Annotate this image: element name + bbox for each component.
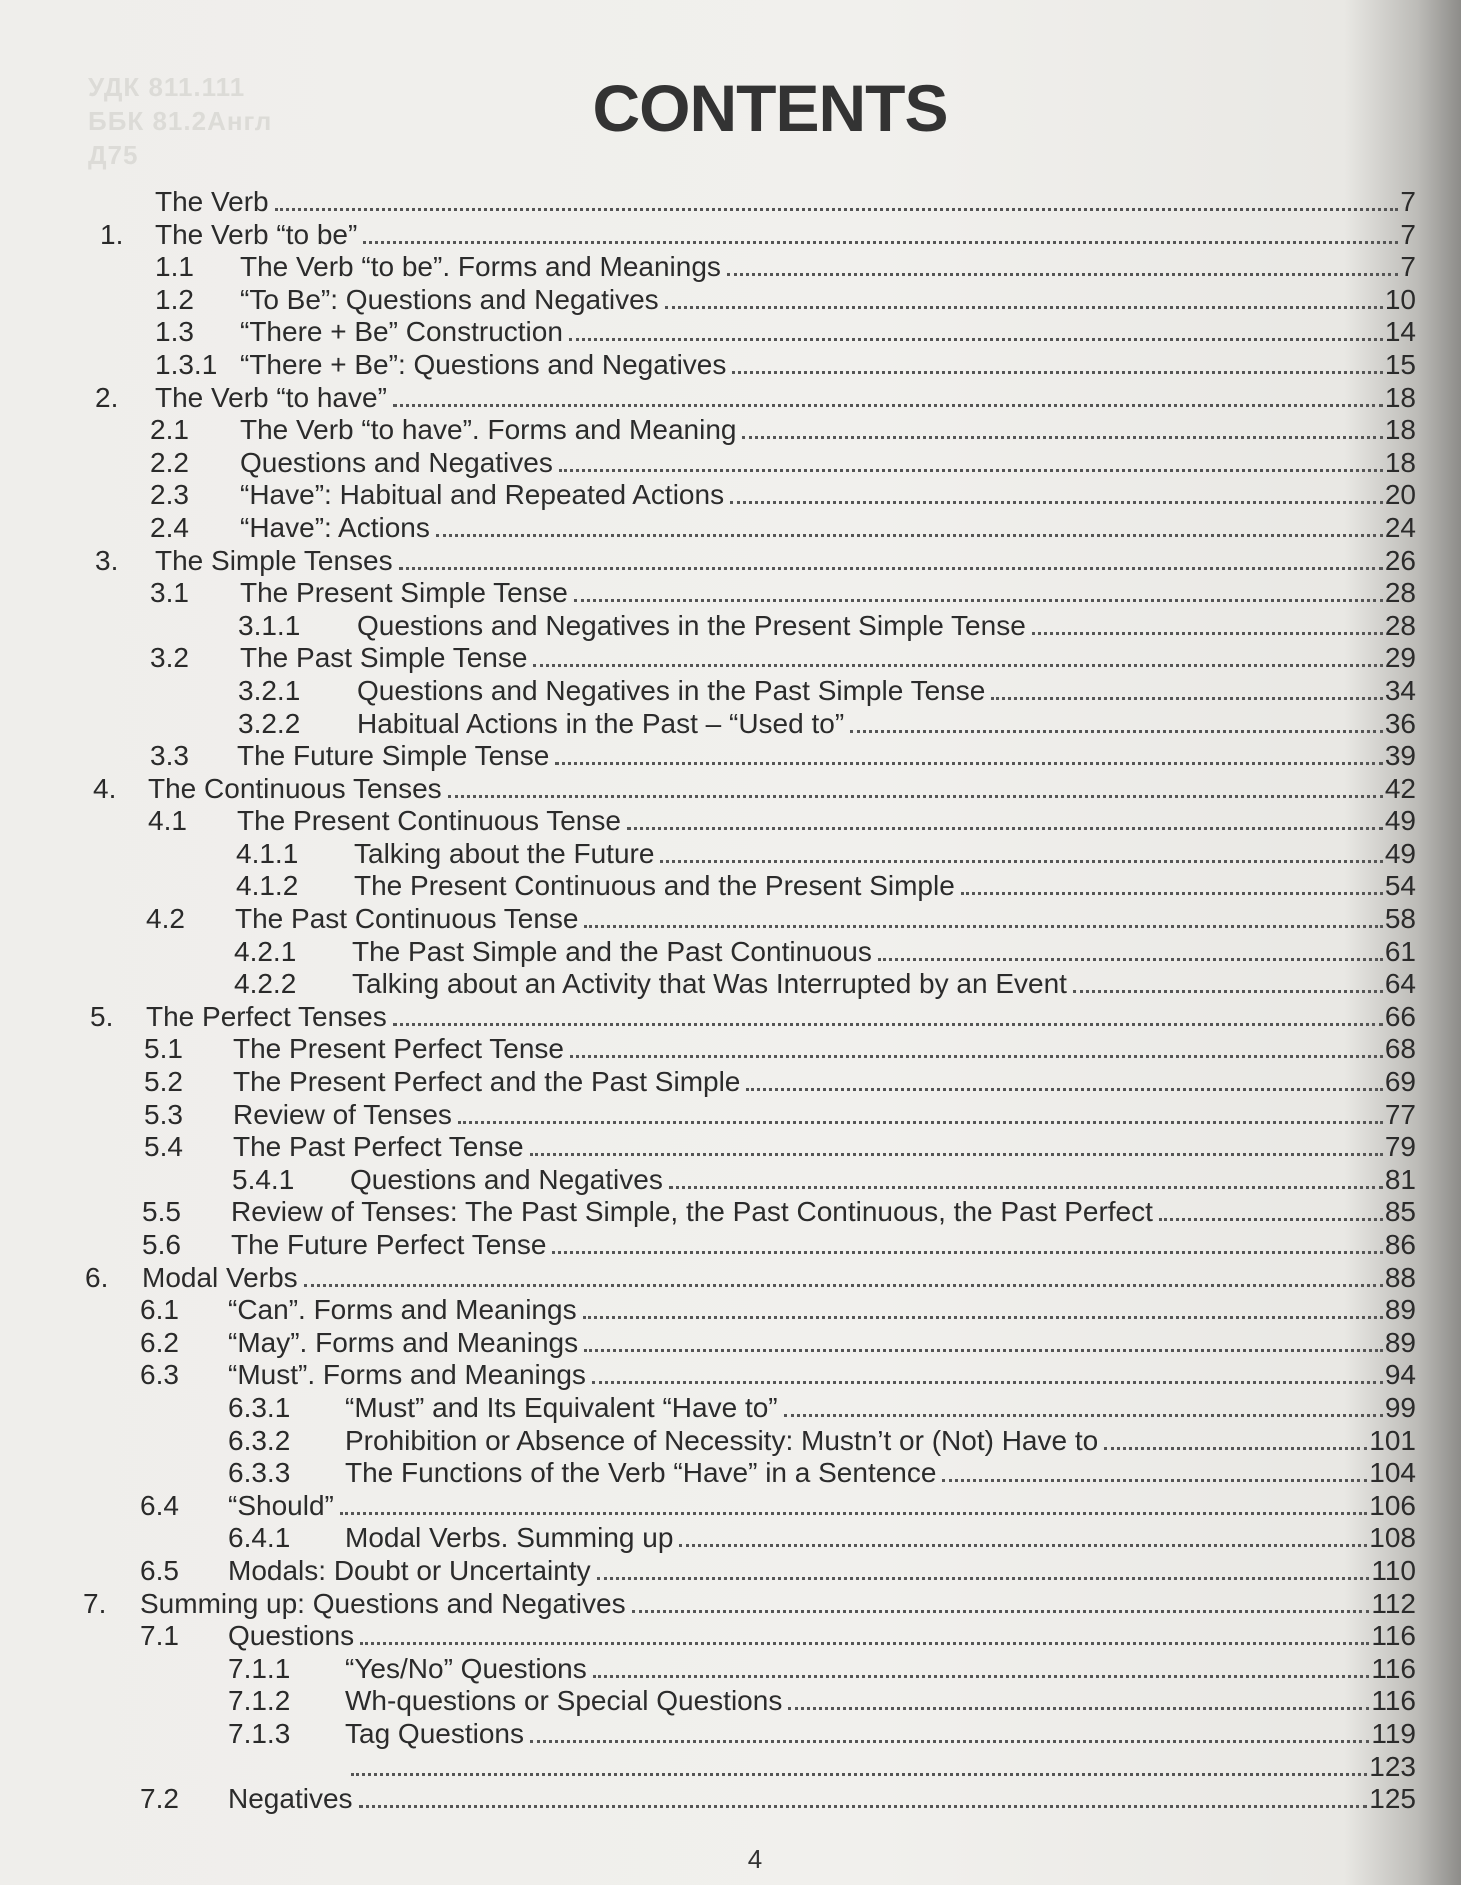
toc-entry-title: Talking about the Future — [354, 837, 655, 869]
toc-entry-page: 49 — [1384, 805, 1416, 837]
toc-entry-title: Talking about an Activity that Was Interrupted by an Event — [352, 968, 1067, 1000]
toc-entry-title: Modal Verbs — [142, 1261, 298, 1293]
dot-leader — [1159, 1218, 1383, 1221]
toc-entry — [0, 1229, 1461, 1262]
dot-leader — [304, 1284, 1383, 1287]
toc-entry — [0, 577, 1461, 610]
toc-entry-number: 5.5 — [142, 1196, 181, 1228]
toc-entry-title: Questions and Negatives in the Present Simple Tense — [357, 609, 1026, 641]
toc-entry-title: The Present Perfect and the Past Simple — [233, 1066, 741, 1098]
dot-leader — [533, 664, 1382, 667]
toc-entry — [0, 1001, 1461, 1034]
toc-entry — [0, 251, 1461, 284]
toc-entry-title: Questions and Negatives — [240, 446, 553, 478]
toc-entry-title: The Present Perfect Tense — [233, 1033, 564, 1065]
dot-leader — [742, 436, 1382, 439]
toc-entry-title: Questions and Negatives — [350, 1163, 663, 1195]
toc-entry-page: 116 — [1371, 1620, 1416, 1652]
toc-entry-page: 110 — [1371, 1554, 1416, 1586]
toc-entry-page: 18 — [1384, 446, 1416, 478]
toc-entry-page: 18 — [1384, 381, 1416, 413]
toc-entry-number: 6.1 — [140, 1294, 179, 1326]
toc-entry — [0, 1685, 1461, 1718]
toc-entry — [0, 316, 1461, 349]
toc-entry — [0, 642, 1461, 675]
toc-entry-number: 4.2.2 — [234, 968, 297, 1000]
toc-entry-title: The Past Perfect Tense — [233, 1131, 524, 1163]
toc-entry-title: Habitual Actions in the Past – “Used to” — [357, 707, 845, 739]
toc-entry-title: “There + Be”: Questions and Negatives — [240, 348, 727, 380]
dot-leader — [730, 501, 1383, 504]
dot-leader — [569, 338, 1383, 341]
toc-entry-number: 3.2.2 — [238, 707, 301, 739]
toc-entry — [0, 414, 1461, 447]
toc-entry-page: 86 — [1384, 1229, 1416, 1260]
dot-leader — [592, 1381, 1383, 1384]
toc-entry-title: “Must”. Forms and Meanings — [228, 1359, 586, 1391]
toc-entry-number: 6.3.2 — [228, 1424, 291, 1456]
dot-leader — [584, 925, 1382, 928]
toc-entry-page: 49 — [1384, 837, 1416, 869]
dot-leader — [555, 762, 1383, 765]
toc-entry — [0, 1262, 1461, 1295]
toc-entry-title: The Past Continuous Tense — [235, 903, 579, 935]
toc-entry-title: “Have”: Actions — [240, 511, 430, 543]
toc-entry-title: Negatives — [228, 1783, 353, 1815]
toc-entry-number: 6.4.1 — [228, 1522, 291, 1554]
dot-leader — [570, 1055, 1383, 1058]
toc-entry-number: 7.1.3 — [228, 1717, 291, 1749]
toc-entry-number: 3.3 — [150, 740, 189, 772]
toc-entry-page: 7 — [1400, 218, 1416, 250]
toc-entry — [0, 1620, 1461, 1653]
bleed-line: Д75 — [88, 140, 139, 170]
toc-entry-page: 104 — [1369, 1457, 1416, 1489]
toc-entry-number: 3.2.1 — [238, 674, 301, 706]
toc-entry — [0, 1425, 1461, 1458]
toc-entry-page: 18 — [1384, 414, 1416, 446]
toc-entry-page: 81 — [1384, 1163, 1416, 1195]
toc-entry-number: 3.1.1 — [238, 609, 301, 641]
toc-entry-number: 6.5 — [140, 1554, 179, 1586]
dot-leader — [584, 1349, 1383, 1352]
toc-entry-number: 6.3.1 — [228, 1391, 291, 1423]
toc-entry-title: Wh-questions or Special Questions — [345, 1685, 783, 1717]
toc-entry-title: Questions and Negatives in the Past Simple Tense — [357, 674, 986, 706]
dot-leader — [530, 1740, 1369, 1743]
toc-entry — [0, 610, 1461, 643]
toc-entry-number: 4.2.1 — [234, 935, 297, 967]
toc-entry-title: The Functions of the Verb “Have” in a Sentence — [345, 1457, 937, 1489]
dot-leader — [597, 1577, 1370, 1580]
toc-entry-title: The Simple Tenses — [155, 544, 393, 576]
dot-leader — [669, 1186, 1383, 1189]
toc-entry-number: 1.1 — [155, 251, 194, 283]
toc-entry-title: Modal Verbs. Summing up — [345, 1522, 674, 1554]
toc-entry — [0, 740, 1461, 773]
toc-entry-title: The Past Simple Tense — [240, 642, 528, 674]
toc-entry — [0, 1718, 1461, 1751]
toc-entry — [0, 1392, 1461, 1425]
toc-entry-number: 5.2 — [144, 1066, 183, 1098]
toc-entry-page: 7 — [1400, 186, 1416, 217]
toc-entry-page: 10 — [1384, 283, 1416, 315]
toc-entry — [0, 1751, 1461, 1784]
toc-entry-page: 116 — [1371, 1652, 1416, 1684]
toc-entry-number: 6.3 — [140, 1359, 179, 1391]
toc-entry-title: “Can”. Forms and Meanings — [228, 1294, 577, 1326]
dot-leader — [393, 1023, 1383, 1026]
dot-leader — [399, 567, 1383, 570]
toc-entry-number: 1.2 — [155, 283, 194, 315]
toc-entry-title: The Verb — [155, 186, 269, 217]
toc-entry-number: 6.3.3 — [228, 1457, 291, 1489]
toc-entry-number: 4. — [93, 772, 117, 804]
toc-entry-number: 5.4 — [144, 1131, 183, 1163]
dot-leader — [340, 1512, 1367, 1515]
toc-entry-title: Review of Tenses: The Past Simple, the Past Continuous, the Past Perfect — [231, 1196, 1153, 1228]
toc-entry-number: 5.6 — [142, 1229, 181, 1260]
toc-entry-title: The Past Simple and the Past Continuous — [352, 935, 872, 967]
dot-leader — [1032, 632, 1383, 635]
toc-entry-title: The Future Simple Tense — [237, 740, 550, 772]
toc-entry-page: 108 — [1369, 1522, 1416, 1554]
toc-entry-number: 5.4.1 — [232, 1163, 295, 1195]
dot-leader — [878, 958, 1383, 961]
toc-entry-title: The Future Perfect Tense — [231, 1229, 547, 1260]
toc-entry-title: Summing up: Questions and Negatives — [140, 1587, 626, 1619]
toc-entry-page: 61 — [1384, 935, 1416, 967]
toc-entry-number: 7.1.1 — [228, 1652, 291, 1684]
toc-entry-page: 112 — [1371, 1587, 1416, 1619]
toc-entry — [0, 1457, 1461, 1490]
toc-entry-title: The Verb “to have” — [155, 381, 387, 413]
toc-entry-page: 28 — [1384, 577, 1416, 609]
toc-entry-page: 39 — [1384, 740, 1416, 772]
toc-entry — [0, 1327, 1461, 1360]
dot-leader — [961, 892, 1383, 895]
dot-leader — [351, 1773, 1367, 1776]
toc-entry-title: “Should” — [228, 1489, 334, 1521]
dot-leader — [1073, 990, 1383, 993]
toc-entry-number: 6.4 — [140, 1489, 179, 1521]
toc-entry-number: 4.1 — [148, 805, 187, 837]
toc-entry-number: 3. — [95, 544, 119, 576]
dot-leader — [448, 795, 1383, 798]
dot-leader — [359, 1805, 1368, 1808]
toc-entry-title: Questions — [228, 1620, 355, 1652]
toc-entry-title: Prohibition or Absence of Necessity: Mustn’t or (Not) Have to — [345, 1424, 1099, 1456]
toc-entry-number: 4.1.1 — [236, 837, 299, 869]
toc-entry — [0, 349, 1461, 382]
toc-entry-title: “Yes/No” Questions — [345, 1652, 587, 1684]
page-title: CONTENTS — [592, 71, 948, 145]
toc-entry-page: 69 — [1384, 1066, 1416, 1098]
dot-leader — [784, 1414, 1383, 1417]
toc-entry-title: “To Be”: Questions and Negatives — [240, 283, 659, 315]
dot-leader — [679, 1544, 1367, 1547]
toc-entry-page: 88 — [1384, 1261, 1416, 1293]
toc-entry-page: 101 — [1369, 1424, 1416, 1456]
dot-leader — [275, 208, 1399, 211]
toc-entry — [0, 479, 1461, 512]
toc-entry-title: The Perfect Tenses — [146, 1000, 387, 1032]
toc-entry — [0, 1490, 1461, 1523]
toc-entry — [0, 1131, 1461, 1164]
toc-entry-page: 28 — [1384, 609, 1416, 641]
bleed-line: ББК 81.2Англ — [88, 106, 273, 136]
toc-entry-page: 125 — [1369, 1783, 1416, 1815]
toc-entry-number: 2. — [95, 381, 119, 413]
toc-entry — [0, 773, 1461, 806]
toc-entry-title: “May”. Forms and Meanings — [228, 1326, 579, 1358]
toc-entry — [0, 447, 1461, 480]
toc-entry-page: 123 — [1369, 1750, 1416, 1782]
toc-entry — [0, 1294, 1461, 1327]
toc-entry-number: 3.2 — [150, 642, 189, 674]
toc-entry-page: 119 — [1371, 1717, 1416, 1749]
toc-entry-title: “Must” and Its Equivalent “Have to” — [345, 1391, 778, 1423]
dot-leader — [363, 241, 1398, 244]
toc-entry-title: “There + Be” Construction — [240, 316, 563, 348]
toc-entry — [0, 1099, 1461, 1132]
toc-entry-title: The Continuous Tenses — [148, 772, 442, 804]
toc-entry-page: 64 — [1384, 968, 1416, 1000]
toc-entry-number: 2.2 — [150, 446, 189, 478]
dot-leader — [593, 1675, 1370, 1678]
toc-entry-page: 89 — [1384, 1294, 1416, 1326]
toc-entry-page: 26 — [1384, 544, 1416, 576]
toc-entry-title: The Present Continuous and the Present Simple — [354, 870, 955, 902]
toc-entry — [0, 870, 1461, 903]
toc-entry-page: 29 — [1384, 642, 1416, 674]
dot-leader — [559, 469, 1383, 472]
toc-entry-title: The Verb “to have”. Forms and Meaning — [240, 414, 737, 446]
toc-entry — [0, 936, 1461, 969]
dot-leader — [991, 697, 1383, 700]
dot-leader — [632, 1610, 1370, 1613]
toc-entry-page: 106 — [1369, 1489, 1416, 1521]
dot-leader — [393, 404, 1383, 407]
toc-entry-page: 94 — [1384, 1359, 1416, 1391]
dot-leader — [552, 1251, 1382, 1254]
toc-entry-title: Modals: Doubt or Uncertainty — [228, 1554, 591, 1586]
toc-entry — [0, 1555, 1461, 1588]
toc-entry-number: 7. — [83, 1587, 107, 1619]
toc-entry-page: 79 — [1384, 1131, 1416, 1163]
toc-entry-page: 77 — [1384, 1098, 1416, 1130]
toc-entry — [0, 903, 1461, 936]
toc-entry-title: The Present Simple Tense — [240, 577, 568, 609]
toc-entry — [0, 1783, 1461, 1816]
toc-entry-number: 7.1 — [140, 1620, 179, 1652]
dot-leader — [1104, 1447, 1367, 1450]
dot-leader — [732, 371, 1382, 374]
dot-leader — [574, 599, 1383, 602]
toc-entry — [0, 838, 1461, 871]
toc-entry-number: 2.4 — [150, 511, 189, 543]
toc-entry-number: 1.3 — [155, 316, 194, 348]
toc-entry — [0, 1066, 1461, 1099]
dot-leader — [360, 1642, 1369, 1645]
toc-entry-page: 116 — [1371, 1685, 1416, 1717]
toc-entry — [0, 512, 1461, 545]
toc-entry-page: 89 — [1384, 1326, 1416, 1358]
toc-entry-title: The Present Continuous Tense — [237, 805, 621, 837]
toc-entry-number: 6.2 — [140, 1326, 179, 1358]
toc-entry-page: 99 — [1384, 1391, 1416, 1423]
toc-entry — [0, 382, 1461, 415]
toc-entry-title: The Verb “to be” — [155, 218, 358, 250]
toc-entry-number: 7.2 — [140, 1783, 179, 1815]
toc-entry — [0, 1164, 1461, 1197]
toc-entry — [0, 1588, 1461, 1621]
dot-leader — [530, 1153, 1383, 1156]
dot-leader — [746, 1088, 1382, 1091]
toc-entry-page: 24 — [1384, 511, 1416, 543]
toc-entry-number: 4.2 — [146, 903, 185, 935]
toc-entry-number: 5. — [90, 1000, 114, 1032]
toc-entry-page: 68 — [1384, 1033, 1416, 1065]
toc-entry-page: 42 — [1384, 772, 1416, 804]
toc-entry-page: 14 — [1384, 316, 1416, 348]
toc-entry-page: 36 — [1384, 707, 1416, 739]
dot-leader — [660, 860, 1382, 863]
toc-entry — [0, 186, 1461, 219]
dot-leader — [788, 1707, 1369, 1710]
dot-leader — [850, 730, 1383, 733]
dot-leader — [436, 534, 1383, 537]
toc-entry-number: 4.1.2 — [236, 870, 299, 902]
table-of-contents — [0, 186, 1461, 1816]
toc-entry-number: 1. — [100, 218, 124, 250]
toc-entry-page: 20 — [1384, 479, 1416, 511]
toc-entry — [0, 219, 1461, 252]
toc-entry — [0, 1359, 1461, 1392]
toc-entry-number: 1.3.1 — [155, 348, 218, 380]
toc-entry — [0, 805, 1461, 838]
toc-entry — [0, 708, 1461, 741]
dot-leader — [458, 1121, 1383, 1124]
toc-entry-page: 54 — [1384, 870, 1416, 902]
bleed-line: УДК 811.111 — [88, 72, 246, 102]
dot-leader — [727, 273, 1399, 276]
dot-leader — [942, 1479, 1367, 1482]
toc-entry-page: 85 — [1384, 1196, 1416, 1228]
toc-entry-number: 7.1.2 — [228, 1685, 291, 1717]
toc-entry-title: Tag Questions — [345, 1717, 524, 1749]
toc-entry-number: 2.3 — [150, 479, 189, 511]
toc-entry-title: Review of Tenses — [233, 1098, 452, 1130]
toc-entry-number: 6. — [85, 1261, 109, 1293]
toc-entry-page: 7 — [1400, 251, 1416, 283]
toc-entry — [0, 1033, 1461, 1066]
toc-entry-title: The Verb “to be”. Forms and Meanings — [240, 251, 721, 283]
toc-entry — [0, 545, 1461, 578]
toc-entry-number: 3.1 — [150, 577, 189, 609]
toc-entry-number: 5.1 — [144, 1033, 183, 1065]
page-number: 4 — [747, 1844, 763, 1874]
toc-entry-page: 66 — [1384, 1000, 1416, 1032]
toc-entry — [0, 284, 1461, 317]
toc-entry — [0, 1522, 1461, 1555]
dot-leader — [583, 1316, 1383, 1319]
toc-entry-page: 15 — [1384, 348, 1416, 380]
dot-leader — [627, 827, 1383, 830]
toc-entry-number: 5.3 — [144, 1098, 183, 1130]
toc-entry-number: 2.1 — [150, 414, 189, 446]
toc-entry — [0, 1653, 1461, 1686]
toc-entry-title: “Have”: Habitual and Repeated Actions — [240, 479, 725, 511]
toc-entry — [0, 968, 1461, 1001]
toc-entry — [0, 1196, 1461, 1229]
toc-entry-page: 34 — [1384, 674, 1416, 706]
toc-entry — [0, 675, 1461, 708]
toc-entry-page: 58 — [1384, 903, 1416, 935]
dot-leader — [665, 306, 1383, 309]
